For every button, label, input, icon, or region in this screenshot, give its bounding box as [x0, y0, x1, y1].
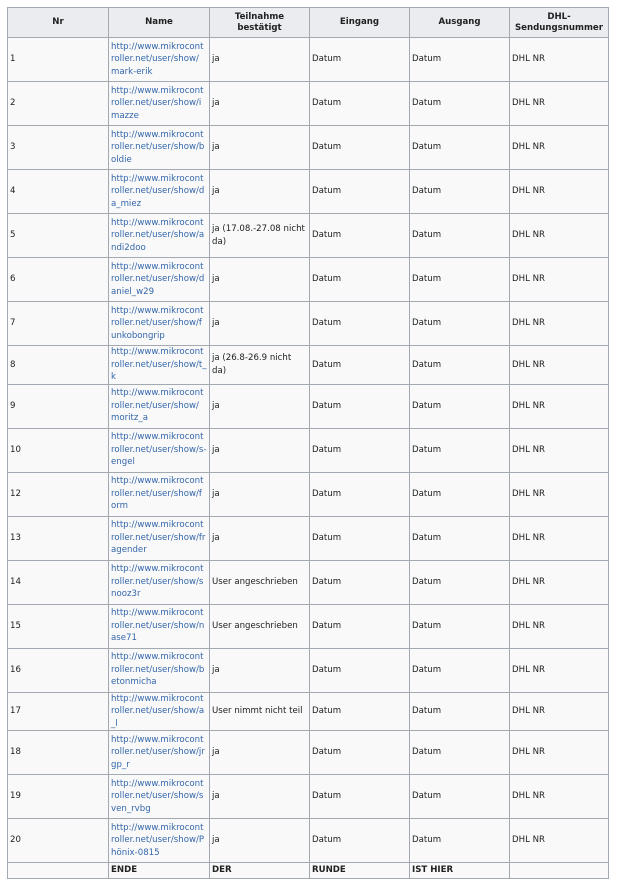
table-row	[8, 82, 609, 126]
cell-eingang: Datum	[310, 560, 410, 604]
cell-dhl: DHL NR	[510, 731, 609, 775]
cell-ausgang: Datum	[410, 38, 510, 82]
cell-eingang: Datum	[310, 302, 410, 346]
footer-cell: DER	[210, 863, 310, 879]
column-header-ausgang[interactable]: Ausgang	[410, 8, 510, 38]
footer-cell: IST HIER	[410, 863, 510, 879]
cell-teilnahme: ja (26.8-26.9 nicht da)	[210, 346, 310, 385]
cell-teilnahme: ja	[210, 648, 310, 692]
cell-eingang: Datum	[310, 428, 410, 472]
table-row	[8, 428, 609, 472]
cell-nr: 20	[8, 819, 109, 863]
cell-ausgang: Datum	[410, 302, 510, 346]
cell-name-link[interactable]: http://www.mikrocontroller.net/user/show/nase71	[109, 604, 210, 648]
cell-teilnahme: ja	[210, 516, 310, 560]
table-row	[8, 731, 609, 775]
footer-cell: RUNDE	[310, 863, 410, 879]
cell-name-link[interactable]: http://www.mikrocontroller.net/user/show/mark-erik	[109, 38, 210, 82]
cell-name-link[interactable]: http://www.mikrocontroller.net/user/show/Phönix-0815	[109, 819, 210, 863]
cell-nr: 7	[8, 302, 109, 346]
cell-name-link[interactable]: http://www.mikrocontroller.net/user/show/imazze	[109, 82, 210, 126]
cell-eingang: Datum	[310, 775, 410, 819]
cell-dhl: DHL NR	[510, 384, 609, 428]
cell-teilnahme: User nimmt nicht teil	[210, 692, 310, 731]
cell-ausgang: Datum	[410, 731, 510, 775]
cell-name-link[interactable]: http://www.mikrocontroller.net/user/show/s-engel	[109, 428, 210, 472]
cell-teilnahme: ja	[210, 38, 310, 82]
cell-ausgang: Datum	[410, 170, 510, 214]
column-header-nr[interactable]: Nr	[8, 8, 109, 38]
cell-teilnahme: ja	[210, 775, 310, 819]
table-row	[8, 258, 609, 302]
table-row	[8, 126, 609, 170]
cell-dhl: DHL NR	[510, 692, 609, 731]
cell-eingang: Datum	[310, 126, 410, 170]
cell-name-link[interactable]: http://www.mikrocontroller.net/user/show/form	[109, 472, 210, 516]
cell-nr: 12	[8, 472, 109, 516]
cell-ausgang: Datum	[410, 82, 510, 126]
cell-dhl: DHL NR	[510, 126, 609, 170]
cell-eingang: Datum	[310, 648, 410, 692]
table-row	[8, 604, 609, 648]
table-row	[8, 214, 609, 258]
cell-dhl: DHL NR	[510, 516, 609, 560]
cell-name-link[interactable]: http://www.mikrocontroller.net/user/show/snooz3r	[109, 560, 210, 604]
cell-ausgang: Datum	[410, 692, 510, 731]
cell-teilnahme: ja	[210, 258, 310, 302]
cell-ausgang: Datum	[410, 648, 510, 692]
cell-nr: 16	[8, 648, 109, 692]
cell-eingang: Datum	[310, 692, 410, 731]
footer-cell	[510, 863, 609, 879]
cell-name-link[interactable]: http://www.mikrocontroller.net/user/show/moritz_a	[109, 384, 210, 428]
cell-nr: 14	[8, 560, 109, 604]
cell-ausgang: Datum	[410, 819, 510, 863]
table-row	[8, 692, 609, 731]
table-row	[8, 516, 609, 560]
table-row	[8, 38, 609, 82]
cell-name-link[interactable]: http://www.mikrocontroller.net/user/show/boldie	[109, 126, 210, 170]
cell-nr: 6	[8, 258, 109, 302]
cell-teilnahme: ja	[210, 819, 310, 863]
cell-teilnahme: ja	[210, 170, 310, 214]
header-row	[8, 8, 609, 38]
column-header-dhl[interactable]: DHL-Sendungsnummer	[510, 8, 609, 38]
cell-teilnahme: ja (17.08.-27.08 nicht da)	[210, 214, 310, 258]
cell-ausgang: Datum	[410, 775, 510, 819]
table-row	[8, 472, 609, 516]
cell-teilnahme: ja	[210, 472, 310, 516]
table-row	[8, 302, 609, 346]
table-row	[8, 560, 609, 604]
cell-teilnahme: User angeschrieben	[210, 604, 310, 648]
cell-dhl: DHL NR	[510, 214, 609, 258]
cell-name-link[interactable]: http://www.mikrocontroller.net/user/show/sven_rvbg	[109, 775, 210, 819]
cell-ausgang: Datum	[410, 560, 510, 604]
cell-nr: 1	[8, 38, 109, 82]
table-body	[8, 38, 609, 879]
cell-eingang: Datum	[310, 516, 410, 560]
cell-nr: 5	[8, 214, 109, 258]
cell-teilnahme: ja	[210, 384, 310, 428]
column-header-teilnahme[interactable]: Teilnahme bestätigt	[210, 8, 310, 38]
cell-dhl: DHL NR	[510, 560, 609, 604]
cell-teilnahme: ja	[210, 731, 310, 775]
cell-dhl: DHL NR	[510, 472, 609, 516]
cell-eingang: Datum	[310, 346, 410, 385]
cell-nr: 4	[8, 170, 109, 214]
cell-teilnahme: User angeschrieben	[210, 560, 310, 604]
cell-name-link[interactable]: http://www.mikrocontroller.net/user/show/daniel_w29	[109, 258, 210, 302]
cell-name-link[interactable]: http://www.mikrocontroller.net/user/show/da_miez	[109, 170, 210, 214]
cell-ausgang: Datum	[410, 258, 510, 302]
footer-cell	[8, 863, 109, 879]
table-row	[8, 819, 609, 863]
cell-nr: 3	[8, 126, 109, 170]
cell-teilnahme: ja	[210, 302, 310, 346]
footer-row	[8, 863, 609, 879]
cell-dhl: DHL NR	[510, 302, 609, 346]
participants-table	[7, 7, 609, 879]
cell-nr: 18	[8, 731, 109, 775]
cell-nr: 10	[8, 428, 109, 472]
cell-nr: 9	[8, 384, 109, 428]
table-row	[8, 384, 609, 428]
footer-cell: ENDE	[109, 863, 210, 879]
cell-ausgang: Datum	[410, 516, 510, 560]
cell-eingang: Datum	[310, 604, 410, 648]
cell-eingang: Datum	[310, 214, 410, 258]
cell-name-link[interactable]: http://www.mikrocontroller.net/user/show/t_k	[109, 346, 210, 385]
cell-dhl: DHL NR	[510, 170, 609, 214]
cell-eingang: Datum	[310, 38, 410, 82]
table-row	[8, 170, 609, 214]
cell-ausgang: Datum	[410, 126, 510, 170]
cell-eingang: Datum	[310, 472, 410, 516]
cell-teilnahme: ja	[210, 428, 310, 472]
table-row	[8, 648, 609, 692]
table-container	[7, 7, 609, 879]
cell-dhl: DHL NR	[510, 428, 609, 472]
cell-name-link[interactable]: http://www.mikrocontroller.net/user/show/betonmicha	[109, 648, 210, 692]
cell-ausgang: Datum	[410, 472, 510, 516]
cell-ausgang: Datum	[410, 428, 510, 472]
cell-dhl: DHL NR	[510, 82, 609, 126]
cell-dhl: DHL NR	[510, 775, 609, 819]
cell-nr: 13	[8, 516, 109, 560]
cell-name-link[interactable]: http://www.mikrocontroller.net/user/show/funkobongrip	[109, 302, 210, 346]
cell-eingang: Datum	[310, 731, 410, 775]
cell-nr: 2	[8, 82, 109, 126]
cell-eingang: Datum	[310, 82, 410, 126]
cell-dhl: DHL NR	[510, 38, 609, 82]
cell-name-link[interactable]: http://www.mikrocontroller.net/user/show/fragender	[109, 516, 210, 560]
cell-teilnahme: ja	[210, 82, 310, 126]
cell-dhl: DHL NR	[510, 258, 609, 302]
cell-dhl: DHL NR	[510, 648, 609, 692]
cell-name-link[interactable]: http://www.mikrocontroller.net/user/show/jrgp_r	[109, 731, 210, 775]
cell-dhl: DHL NR	[510, 346, 609, 385]
cell-ausgang: Datum	[410, 384, 510, 428]
cell-eingang: Datum	[310, 384, 410, 428]
cell-dhl: DHL NR	[510, 604, 609, 648]
cell-ausgang: Datum	[410, 214, 510, 258]
cell-nr: 19	[8, 775, 109, 819]
cell-name-link[interactable]: http://www.mikrocontroller.net/user/show/andi2doo	[109, 214, 210, 258]
table-row	[8, 775, 609, 819]
cell-name-link[interactable]: http://www.mikrocontroller.net/user/show/a_l	[109, 692, 210, 731]
cell-dhl: DHL NR	[510, 819, 609, 863]
cell-eingang: Datum	[310, 170, 410, 214]
cell-nr: 17	[8, 692, 109, 731]
table-row	[8, 346, 609, 385]
cell-eingang: Datum	[310, 258, 410, 302]
column-header-name[interactable]: Name	[109, 8, 210, 38]
cell-ausgang: Datum	[410, 604, 510, 648]
cell-nr: 15	[8, 604, 109, 648]
column-header-eingang[interactable]: Eingang	[310, 8, 410, 38]
cell-nr: 8	[8, 346, 109, 385]
cell-teilnahme: ja	[210, 126, 310, 170]
cell-eingang: Datum	[310, 819, 410, 863]
cell-ausgang: Datum	[410, 346, 510, 385]
